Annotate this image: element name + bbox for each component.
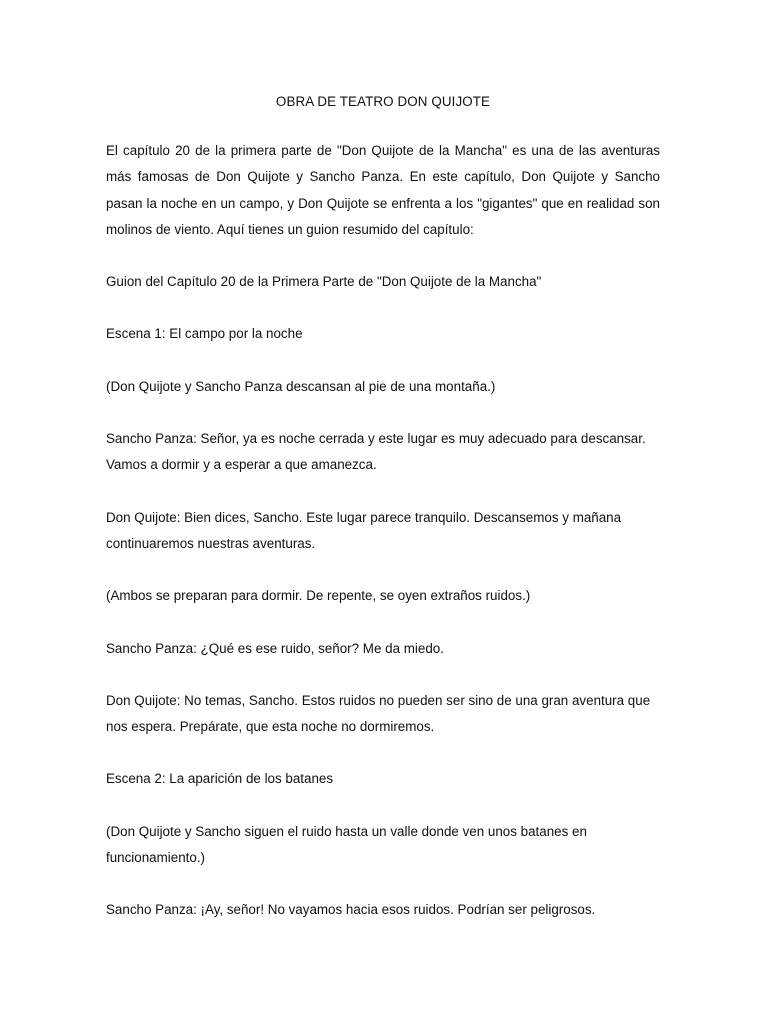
stage-direction: (Don Quijote y Sancho Panza descansan al pie de una montaña.) xyxy=(106,378,496,394)
intro-paragraph: El capítulo 20 de la primera parte de "Don Quijote de la Mancha" es una de las aventuras más famosas de Don Quijote y Sancho Panza. En este capítulo, Don Quijote y Sancho pasan la noche en un campo, y Don Quijote se enfrenta a los "gigantes" que en realidad son molinos de viento. Aquí tienes un guion resumido del capítulo: xyxy=(106,143,660,237)
stage-direction: (Don Quijote y Sancho siguen el ruido hasta un valle donde ven unos batanes en funcionamiento.) xyxy=(106,823,587,866)
scene-2-heading: Escena 2: La aparición de los batanes xyxy=(106,771,334,787)
scene-1-heading: Escena 1: El campo por la noche xyxy=(106,326,303,342)
script-heading: Guion del Capítulo 20 de la Primera Parte de "Don Quijote de la Mancha" xyxy=(106,274,542,290)
dialogue-line: Don Quijote: Bien dices, Sancho. Este lugar parece tranquilo. Descansemos y mañana continuaremos nuestras aventuras. xyxy=(106,509,622,551)
dialogue-line: Don Quijote: No temas, Sancho. Estos ruidos no pueden ser sino de una gran aventura que nos espera. Prepárate, que esta noche no dormiremos. xyxy=(106,692,651,735)
stage-direction: (Ambos se preparan para dormir. De repente, se oyen extraños ruidos.) xyxy=(106,588,531,604)
document-page xyxy=(106,92,660,950)
document-title: OBRA DE TEATRO DON QUIJOTE xyxy=(275,94,491,109)
dialogue-line: Sancho Panza: Señor, ya es noche cerrada y este lugar es muy adecuado para descansar. Vamos a dormir y a esperar a que amanezca. xyxy=(106,431,646,473)
dialogue-line: Sancho Panza: ¡Ay, señor! No vayamos hacia esos ruidos. Podrían ser peligrosos. xyxy=(106,902,596,918)
dialogue-line: Sancho Panza: ¿Qué es ese ruido, señor? Me da miedo. xyxy=(106,640,444,656)
